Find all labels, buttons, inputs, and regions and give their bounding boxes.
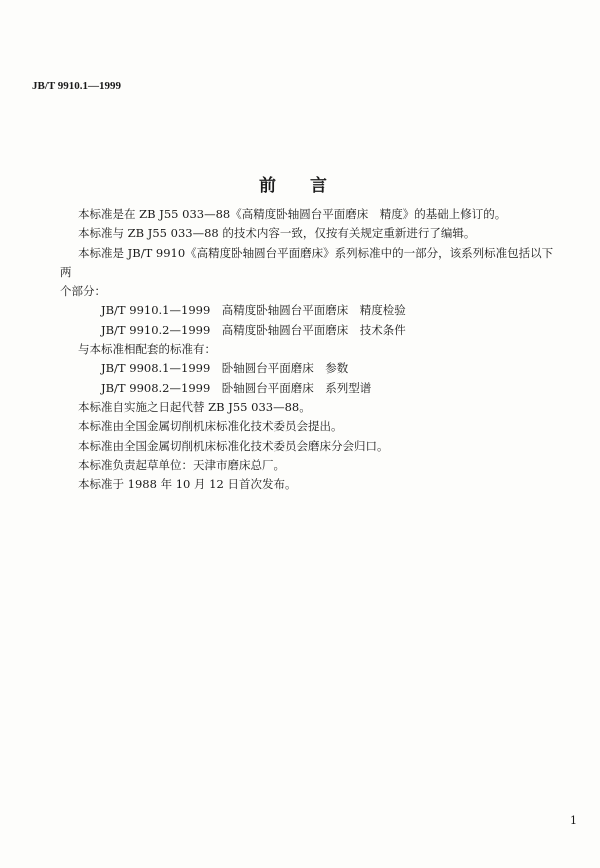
standard-code-header: JB/T 9910.1—1999 <box>32 80 122 92</box>
paragraph: 本标准于 1988 年 10 月 12 日首次发布。 <box>78 477 297 492</box>
list-item: JB/T 9910.1—1999 高精度卧轴圆台平面磨床 精度检验 <box>101 303 406 318</box>
paragraph: 与本标准相配套的标准有： <box>78 342 216 357</box>
foreword-body <box>60 205 560 494</box>
paragraph: 本标准是 JB/T 9910《高精度卧轴圆台平面磨床》系列标准中的一部分，该系列标准包括以下两 <box>60 245 554 279</box>
paragraph: 本标准自实施之日起代替 ZB J55 033—88。 <box>78 399 311 414</box>
list-item: JB/T 9908.2—1999 卧轴圆台平面磨床 系列型谱 <box>101 380 372 395</box>
paragraph-continuation: 个部分： <box>60 284 106 299</box>
paragraph: 本标准由全国金属切削机床标准化技术委员会提出。 <box>78 419 343 434</box>
list-item: JB/T 9910.2—1999 高精度卧轴圆台平面磨床 技术条件 <box>101 322 406 337</box>
paragraph: 本标准负责起草单位：天津市磨床总厂。 <box>78 457 285 472</box>
list-item: JB/T 9908.1—1999 卧轴圆台平面磨床 参数 <box>101 361 349 376</box>
paragraph: 本标准是在 ZB J55 033—88《高精度卧轴圆台平面磨床 精度》的基础上修订的。 <box>78 207 507 221</box>
paragraph: 本标准与 ZB J55 033—88 的技术内容一致，仅按有关规定重新进行了编辑。 <box>78 226 476 241</box>
page-title: 前 言 <box>259 176 341 196</box>
paragraph: 本标准由全国金属切削机床标准化技术委员会磨床分会归口。 <box>78 438 389 453</box>
page-number: 1 <box>570 814 577 827</box>
